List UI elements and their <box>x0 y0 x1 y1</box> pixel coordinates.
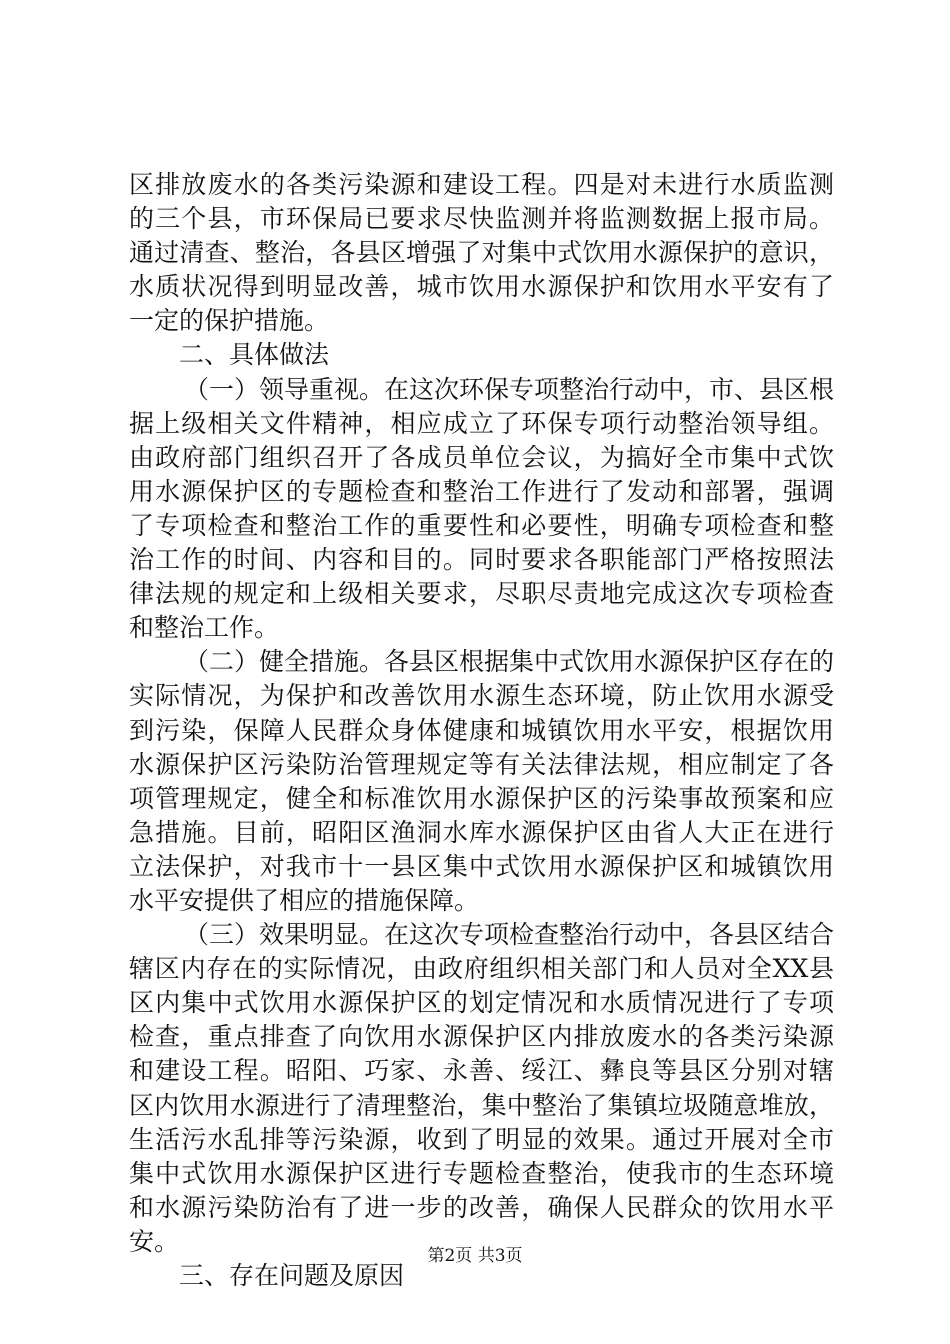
text-line: 区排放废水的各类污染源和建设工程。四是对未进行水质监测 <box>129 170 834 199</box>
text-line: 和建设工程。昭阳、巧家、永善、绥江、彝良等县区分别对辖 <box>129 1056 834 1086</box>
text-line: （二）健全措施。各县区根据集中式饮用水源保护区存在的 <box>184 647 835 677</box>
text-line: 律法规的规定和上级相关要求，尽职尽责地完成这次专项检查 <box>129 579 834 609</box>
text-line: 水平安提供了相应的措施保障。 <box>129 885 480 915</box>
page-footer <box>0 1244 950 1268</box>
text-line: 检查，重点排查了向饮用水源保护区内排放废水的各类污染源 <box>129 1022 834 1052</box>
page-number: 第2页 <box>427 1246 473 1266</box>
text-line: 治工作的时间、内容和目的。同时要求各职能部门严格按照法 <box>129 545 834 575</box>
text-line: 的三个县，市环保局已要求尽快监测并将监测数据上报市局。 <box>129 204 834 234</box>
text-line: 到污染，保障人民群众身体健康和城镇饮用水平安，根据饮用 <box>129 715 834 745</box>
text-line: 生活污水乱排等污染源，收到了明显的效果。通过开展对全市 <box>129 1124 834 1154</box>
text-line: 了专项检查和整治工作的重要性和必要性，明确专项检查和整 <box>129 510 834 540</box>
text-line: 用水源保护区的专题检查和整治工作进行了发动和部署，强调 <box>129 476 834 506</box>
text-line: 立法保护，对我市十一县区集中式饮用水源保护区和城镇饮用 <box>129 851 834 881</box>
text-line: 水源保护区污染防治管理规定等有关法律法规，相应制定了各 <box>129 749 834 779</box>
text-line: 实际情况，为保护和改善饮用水源生态环境，防止饮用水源受 <box>129 681 834 711</box>
text-line: （三）效果明显。在这次专项检查整治行动中，各县区结合 <box>184 920 835 950</box>
document-body <box>129 168 834 1293</box>
page-total: 共3页 <box>477 1246 523 1266</box>
section-heading: 二、具体做法 <box>179 340 330 370</box>
text-line: 项管理规定，健全和标准饮用水源保护区的污染事故预案和应 <box>129 783 834 813</box>
text-line: 通过清查、整治，各县区增强了对集中式饮用水源保护的意识， <box>129 238 834 268</box>
section-heading: 三、存在问题及原因 <box>179 1261 405 1290</box>
text-line: 和水源污染防治有了进一步的改善，确保人民群众的饮用水平 <box>129 1192 834 1222</box>
text-line: 由政府部门组织召开了各成员单位会议，为搞好全市集中式饮 <box>129 442 834 472</box>
text-line: 和整治工作。 <box>129 613 280 643</box>
text-line: （一）领导重视。在这次环保专项整治行动中，市、县区根 <box>184 374 835 404</box>
text-line: 安。 <box>129 1226 180 1256</box>
text-line: 区内饮用水源进行了清理整治，集中整治了集镇垃圾随意堆放， <box>129 1090 834 1120</box>
text-line: 一定的保护措施。 <box>129 306 330 336</box>
text-line: 集中式饮用水源保护区进行专题检查整治，使我市的生态环境 <box>129 1158 834 1188</box>
text-line: 水质状况得到明显改善，城市饮用水源保护和饮用水平安有了 <box>129 272 834 302</box>
text-line: 据上级相关文件精神，相应成立了环保专项行动整治领导组。 <box>129 408 834 438</box>
text-line: 急措施。目前，昭阳区渔洞水库水源保护区由省人大正在进行 <box>129 817 834 847</box>
text-line: 区内集中式饮用水源保护区的划定情况和水质情况进行了专项 <box>129 988 834 1018</box>
text-line: 辖区内存在的实际情况，由政府组织相关部门和人员对全XX县 <box>129 954 834 984</box>
